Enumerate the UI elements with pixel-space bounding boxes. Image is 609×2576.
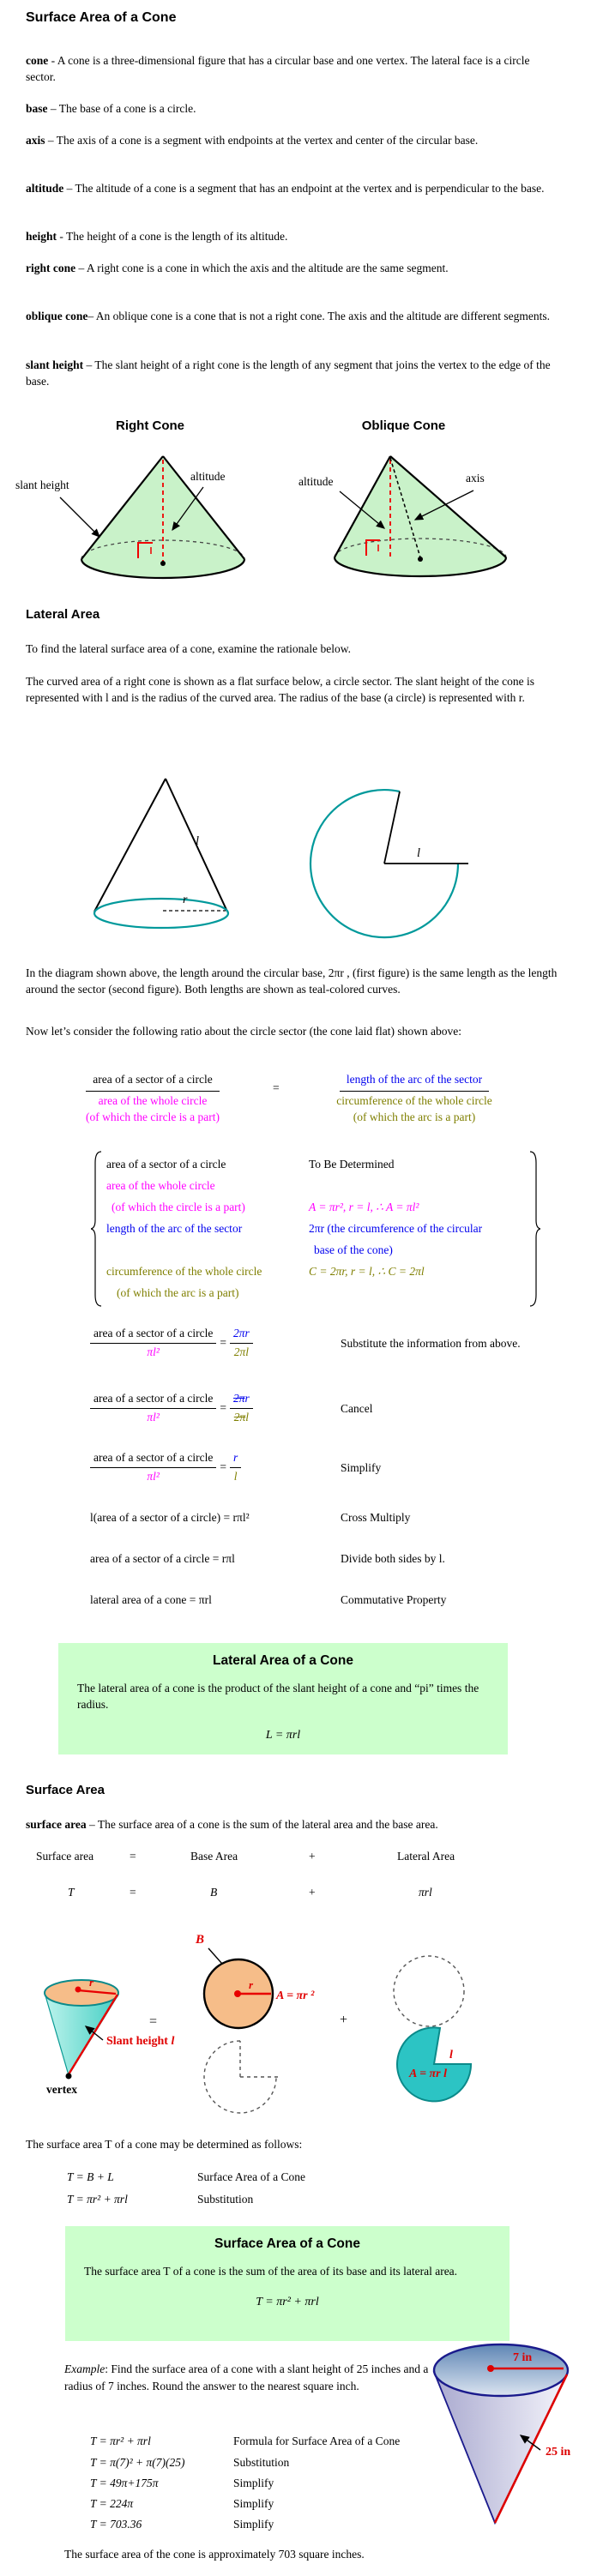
- dashed-circle: [394, 1956, 464, 2026]
- example-step-2-note: Substitution: [233, 2456, 290, 2469]
- rhs-fraction: [230, 1450, 241, 1485]
- rhs-numerator: r: [230, 1450, 241, 1468]
- sector-drawing: [311, 790, 468, 937]
- definition-term: slant height: [26, 358, 84, 371]
- derivation-note-cross-multiply: Cross Multiply: [341, 1511, 411, 1524]
- word-row-plus: +: [309, 1850, 316, 1863]
- altitude-label: altitude: [298, 475, 334, 488]
- axis-label: axis: [466, 472, 485, 485]
- example-label: Example: [64, 2362, 106, 2375]
- bracket-r3: A = πr², r = l, ∴ A = πl²: [309, 1201, 419, 1213]
- radius-r-label: r: [183, 894, 188, 906]
- lateral-box-title: Lateral Area of a Cone: [213, 1653, 353, 1668]
- derivation-step-substitute: [90, 1326, 253, 1361]
- B-label: B: [196, 1933, 205, 1947]
- slant-25in-label: 25 in: [546, 2446, 571, 2459]
- radius-r-label: r: [89, 1976, 94, 1989]
- base-center-dot: [160, 561, 166, 566]
- definition-text: - The height of a cone is the length of its altitude.: [57, 230, 288, 243]
- right-cone-drawing: [15, 456, 244, 578]
- lhs-fraction: [90, 1391, 216, 1426]
- lhs-denominator: πl²: [147, 1469, 160, 1483]
- ratio-left-numerator: area of a sector of a circle: [86, 1072, 219, 1092]
- bracket-r6: C = 2πr, r = l, ∴ C = 2πl: [309, 1265, 425, 1278]
- definition-altitude: [26, 181, 562, 197]
- surface-step-1-note: Surface Area of a Cone: [197, 2170, 305, 2183]
- lateral-sector-drawing: [394, 1956, 471, 2101]
- base-circle-drawing: [195, 1933, 315, 2113]
- base-center-dot: [418, 557, 423, 562]
- example-step-3-eq: T = 49π+175π: [90, 2477, 159, 2489]
- bracket-l3: (of which the circle is a part): [112, 1201, 245, 1213]
- derivation-step-cross-multiply: l(area of a sector of a circle) = rπl²: [90, 1511, 250, 1524]
- definition-term: cone: [26, 54, 49, 67]
- definition-text: – An oblique cone is a cone that is not a right cone. The axis and the altitude are different segments.: [87, 310, 550, 322]
- definition-text: - A cone is a three-dimensional figure that has a circular base and one vertex. The lateral face is a circle sector.: [26, 54, 530, 83]
- lhs-denominator: πl²: [147, 1410, 160, 1423]
- symbol-row-T: T: [68, 1886, 75, 1899]
- dashed-sector-radii: [240, 2041, 280, 2077]
- example-step-1-eq: T = πr² + πrl: [90, 2435, 151, 2447]
- lhs-numerator: area of a sector of a circle: [90, 1450, 216, 1468]
- definition-oblique-cone: [26, 309, 562, 325]
- inverted-cone-drawing: [45, 1976, 174, 2096]
- base-circle-teal: [94, 899, 228, 928]
- lhs-fraction: [90, 1450, 216, 1485]
- lateral-para: The curved area of a right cone is shown as a flat surface below, a circle sector. The slant height of the cone is represented with l and is the radius of the curved area. The radius of the base (a circle) is represented with r.: [26, 675, 535, 704]
- symbol-row-equals: =: [130, 1886, 136, 1899]
- derivation-step-cancel: [90, 1391, 253, 1426]
- lateral-intro: To find the lateral surface area of a cone, examine the rationale below.: [26, 642, 351, 655]
- lateral-area-box: [58, 1643, 508, 1754]
- cone-top: [434, 2344, 568, 2396]
- derivation-note-simplify: Simplify: [341, 1461, 382, 1474]
- bracket-l4: length of the arc of the sector: [106, 1222, 243, 1235]
- definition-text: – The surface area of a cone is the sum of the lateral area and the base area.: [86, 1818, 438, 1831]
- surface-step-1-eq: T = B + L: [67, 2170, 114, 2183]
- equals-sign: =: [220, 1400, 227, 1414]
- definition-term: height: [26, 230, 57, 243]
- left-brace: [91, 1151, 103, 1307]
- cancelled-term: 2π: [233, 1410, 246, 1423]
- bracket-l2: area of the whole circle: [106, 1179, 215, 1192]
- bracket-l1: area of a sector of a circle: [106, 1158, 226, 1171]
- definition-text: – A right cone is a cone in which the axis and the altitude are the same segment.: [75, 262, 449, 274]
- example-step-3-note: Simplify: [233, 2477, 274, 2489]
- page-title: Surface Area of a Cone: [26, 10, 177, 25]
- derivation-step-simplify: [90, 1450, 241, 1485]
- derivation-note-commutative: Commutative Property: [341, 1593, 447, 1606]
- bracket-r5: base of the cone): [314, 1243, 393, 1256]
- cone-flat-figure: [0, 767, 609, 943]
- equals-sign: =: [220, 1460, 227, 1473]
- bracket-l7: (of which the arc is a part): [117, 1286, 239, 1299]
- lhs-fraction: [90, 1326, 216, 1361]
- lhs-numerator: area of a sector of a circle: [90, 1326, 216, 1344]
- example-paragraph: [64, 2361, 433, 2394]
- right-brace: [528, 1151, 540, 1307]
- slant-height-arrow: [60, 497, 99, 537]
- lateral-para2: In the diagram shown above, the length around the circular base, 2πr , (first figure) is the same length as the length around the sector (second figure). Both lengths are shown as teal-colored curves.: [26, 966, 558, 996]
- kept-term: l: [245, 1410, 250, 1423]
- example-step-5-note: Simplify: [233, 2518, 274, 2531]
- rhs-numerator: [230, 1391, 253, 1409]
- surface-area-box: [65, 2226, 510, 2341]
- surface-step-2-note: Substitution: [197, 2193, 254, 2206]
- oblique-cone-title: Oblique Cone: [361, 418, 446, 433]
- bracket-l6: circumference of the whole circle: [106, 1265, 262, 1278]
- rhs-fraction-cancelled: [230, 1391, 253, 1426]
- example-step-4-note: Simplify: [233, 2497, 274, 2510]
- definition-term: surface area: [26, 1818, 87, 1831]
- cancelled-term: 2π: [233, 1392, 245, 1405]
- definition-axis: [26, 133, 562, 149]
- lateral-para3: Now let’s consider the following ratio about the circle sector (the cone laid flat) shown above:: [26, 1025, 461, 1038]
- lateral-box-body: The lateral area of a cone is the product of the slant height of a cone and “pi” times the radius.: [77, 1682, 479, 1711]
- ratio-left-denominator-note: (of which the circle is a part): [86, 1110, 220, 1123]
- definition-base: [26, 101, 562, 117]
- example-cone-figure: [412, 2337, 609, 2538]
- definition-height: [26, 229, 562, 245]
- cone-outline-drawing: [94, 779, 228, 928]
- vertex-dot: [66, 2073, 72, 2079]
- diagram-equals: =: [149, 2014, 158, 2029]
- right-cone-title: Right Cone: [116, 418, 184, 433]
- symbol-row-plus: +: [309, 1886, 316, 1899]
- definition-term: base: [26, 102, 48, 115]
- bracket-r4: 2πr (the circumference of the circular: [309, 1222, 483, 1235]
- ratio-left-fraction: [75, 1072, 230, 1126]
- ratio-right-denominator-note: (of which the arc is a part): [353, 1110, 476, 1123]
- center-dot: [75, 1987, 81, 1993]
- surface-box-formula: T = πr² + πrl: [256, 2295, 319, 2308]
- definition-cone: [26, 53, 562, 86]
- lateral-area-heading: Lateral Area: [26, 607, 100, 622]
- bracket-r1: To Be Determined: [309, 1158, 395, 1171]
- example-text: : Find the surface area of a cone with a slant height of 25 inches and a radius of 7 inches. Round the answer to the nearest square inch.: [64, 2362, 429, 2392]
- surface-box-body: The surface area T of a cone is the sum of the area of its base and its lateral area.: [84, 2265, 458, 2278]
- ratio-left-denominator: area of the whole circle: [98, 1093, 208, 1107]
- kept-term: r: [244, 1392, 250, 1405]
- radius-r-label: r: [249, 1978, 254, 1991]
- teal-sector: [397, 2027, 471, 2101]
- oblique-cone-drawing: [298, 456, 506, 576]
- definition-slant-height: [26, 358, 562, 390]
- conclusion-text: The surface area of the cone is approximately 703 square inches.: [64, 2548, 365, 2561]
- rhs-fraction: [230, 1326, 253, 1361]
- word-row-equals: =: [130, 1850, 136, 1863]
- example-step-1-note: Formula for Surface Area of a Cone: [233, 2435, 401, 2447]
- slant-height-var: l: [171, 2035, 175, 2048]
- derivation-note-cancel: Cancel: [341, 1402, 373, 1415]
- rhs-numerator: 2πr: [230, 1326, 253, 1344]
- cone-types-figure: [0, 433, 609, 600]
- symbol-row-B: B: [210, 1886, 218, 1899]
- definition-text: – The axis of a cone is a segment with endpoints at the vertex and center of the circular base.: [45, 134, 479, 147]
- sector-radius-l-label: l: [417, 846, 421, 860]
- diagram-plus: +: [340, 2013, 348, 2027]
- definition-term: right cone: [26, 262, 76, 274]
- definition-text: – The base of a cone is a circle.: [47, 102, 196, 115]
- rhs-denominator: [230, 1409, 253, 1426]
- derivation-note-substitute: Substitute the information from above.: [341, 1337, 521, 1350]
- slant-height-text: Slant height: [106, 2035, 172, 2048]
- ratio-right-fraction: [324, 1072, 504, 1126]
- definition-text: – The altitude of a cone is a segment that has an endpoint at the vertex and is perpendicular to the base.: [63, 182, 545, 195]
- vertex-label: vertex: [46, 2083, 77, 2096]
- rhs-denominator: 2πl: [233, 1345, 250, 1358]
- cone-sides: [94, 779, 227, 912]
- ratio-equals: =: [273, 1081, 280, 1094]
- definition-term: altitude: [26, 182, 64, 195]
- definition-text: – The slant height of a right cone is the length of any segment that joins the vertex to the edge of the base.: [26, 358, 551, 388]
- surface-box-title: Surface Area of a Cone: [214, 2236, 360, 2251]
- word-row-surface-area: Surface area: [36, 1850, 94, 1863]
- definition-term: axis: [26, 134, 45, 147]
- word-row-base-area: Base Area: [190, 1850, 238, 1863]
- slant-l-label: l: [196, 834, 200, 848]
- slant-height-label: slant height: [15, 478, 69, 491]
- example-step-5-eq: T = 703.36: [90, 2518, 142, 2531]
- sector-radii: [384, 791, 468, 864]
- ratio-right-denominator: circumference of the whole circle: [336, 1093, 492, 1107]
- example-step-4-eq: T = 224π: [90, 2497, 134, 2510]
- lhs-denominator: πl²: [147, 1345, 160, 1358]
- derivation-note-divide: Divide both sides by l.: [341, 1552, 445, 1565]
- word-row-lateral-area: Lateral Area: [397, 1850, 455, 1863]
- definition-right-cone: [26, 261, 562, 277]
- radius-7in-label: 7 in: [513, 2351, 533, 2364]
- slant-height-label: [106, 2035, 174, 2048]
- symbol-row-pirl: πrl: [419, 1886, 432, 1899]
- definition-term: oblique cone: [26, 310, 88, 322]
- rhs-denominator: l: [233, 1469, 238, 1483]
- base-area-formula: A = πr ²: [276, 1989, 315, 2002]
- sector-l-label: l: [449, 2049, 453, 2061]
- surface-follows-text: The surface area T of a cone may be determined as follows:: [26, 2138, 303, 2151]
- example-step-2-eq: T = π(7)² + π(7)(25): [90, 2456, 185, 2469]
- lateral-box-formula: L = πrl: [265, 1728, 301, 1742]
- lhs-numerator: area of a sector of a circle: [90, 1391, 216, 1409]
- surface-step-2-eq: T = πr² + πrl: [67, 2193, 128, 2206]
- derivation-step-divide: area of a sector of a circle = rπl: [90, 1552, 235, 1565]
- surface-area-heading: Surface Area: [26, 1783, 105, 1797]
- surface-area-diagram: [0, 1921, 609, 2135]
- derivation-step-commutative: lateral area of a cone = πrl: [90, 1593, 212, 1606]
- surface-area-definition: [26, 1817, 575, 1833]
- altitude-label: altitude: [190, 470, 226, 483]
- lateral-area-formula: A = πr l: [409, 2067, 448, 2080]
- ratio-right-numerator: length of the arc of the sector: [340, 1072, 489, 1092]
- equals-sign: =: [220, 1335, 227, 1349]
